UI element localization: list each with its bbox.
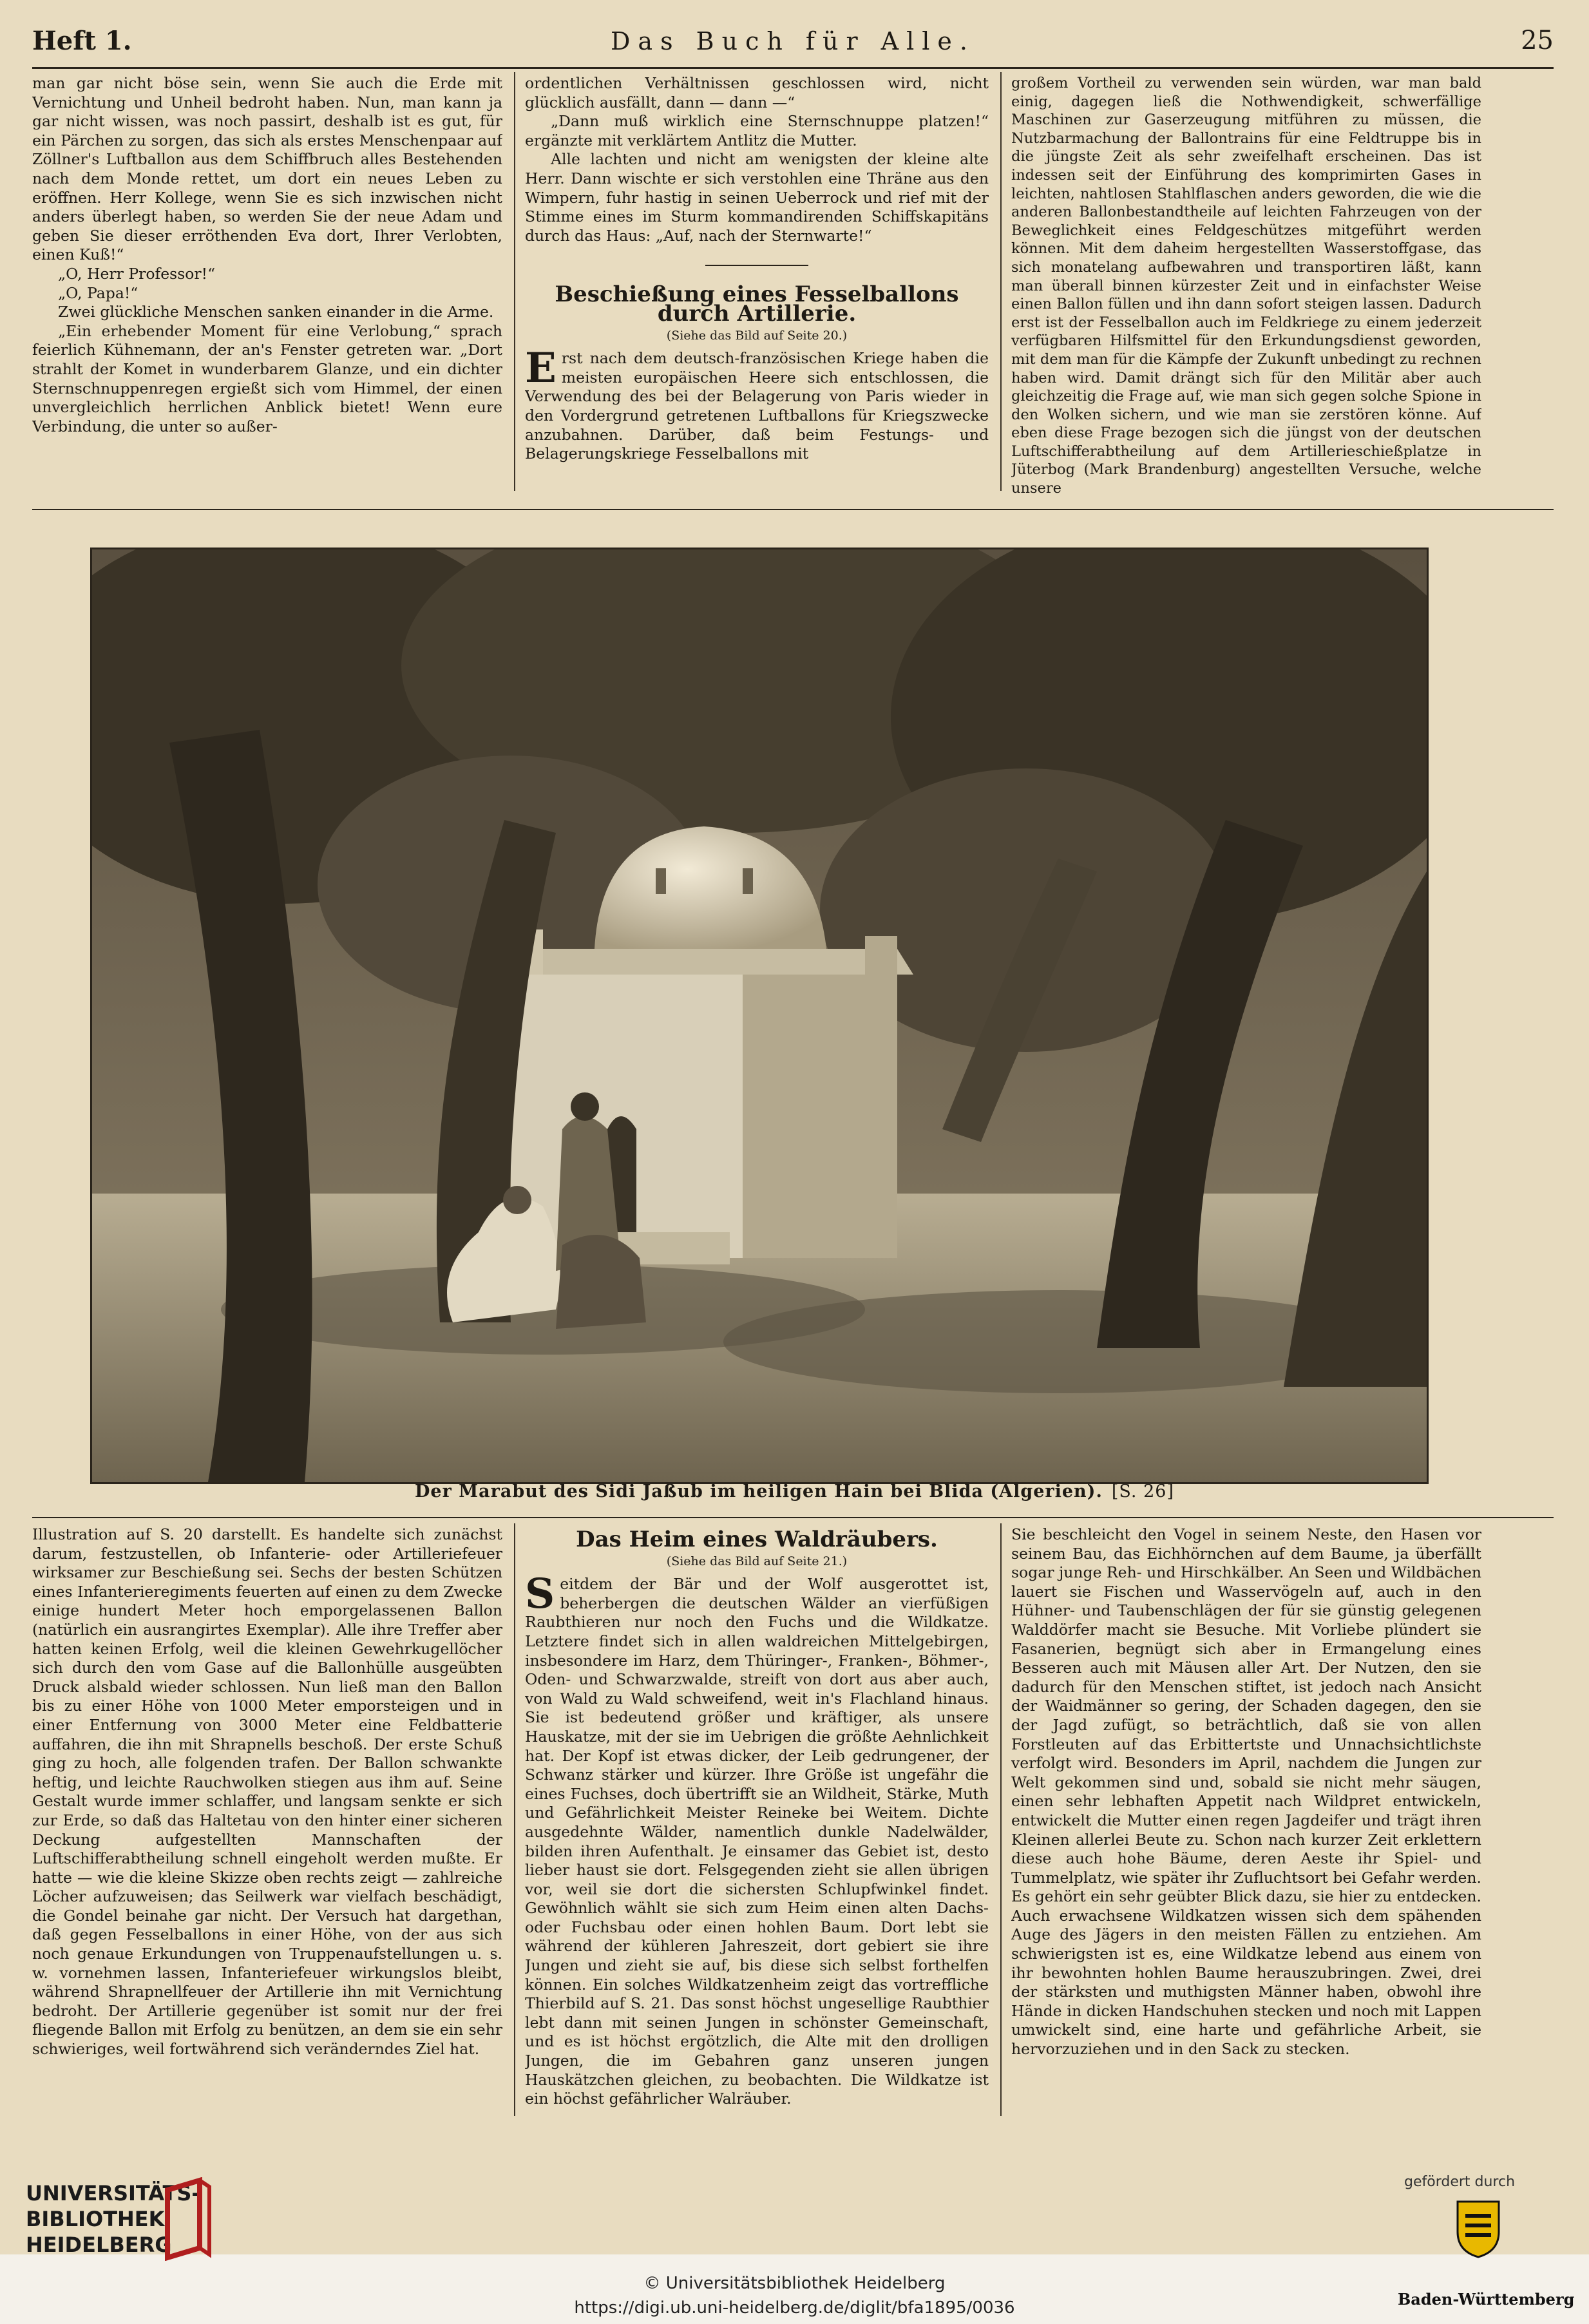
article-subheading: (Siehe das Bild auf Seite 21.) — [666, 1554, 848, 1568]
publication-title: Das Buch für Alle. — [610, 27, 976, 55]
column-divider — [514, 72, 515, 491]
copyright-notice: © Universitätsbibliothek Heidelberg — [643, 2274, 946, 2293]
section-separator — [705, 265, 808, 266]
paragraph: „O, Herr Professor!“ — [58, 264, 216, 283]
paragraph: Illustration auf S. 20 darstellt. Es handelte sich zunächst darum, festzustellen, ob Infanterie- oder Artilleriefeuer wirksamer zur Beschießung sei. Sechs der besten Schützen eines Infanterieregiments feuerten auf einen zu dem Zwecke einige hundert Meter hoch emporgelassenen Ballon (natürlich ein ausrangirtes Exemplar). Alle ihre Treffer aber hatten keinen Erfolg, weil die kleinen Gewehrkugellöcher sich durch den vom Gase auf die Ballonhülle ausgeübten Druck alsbald wieder schlossen. Nun ließ man den Ballon bis zu einer Höhe von 1000 Meter emporsteigen und in einer Entfernung von 3000 Meter eine Feldbatterie auffahren, die ihn mit Shrapnells beschoß. Der erste Schuß ging zu hoch, alle folgenden trafen. Der Ballon schwankte heftig, und leichte Rauchwolken stiegen aus ihm auf. Seine Gestalt wurde immer schlaffer, und langsam senkte er sich zur Erde, so daß das Haltetau von den hinter einer sicheren Deckung aufgestellten Mannschaften der Luftschifferabtheilung schnell eingeholt werden mußte. Er hatte — wie die kleine Skizze oben rechts zeigt — zahlreiche Löcher aufzuweisen; das Seilwerk war vielfach beschädigt, die Gondel beinahe gar nicht. Der Versuch hat dargethan, daß gegen Fesselballons in einer Höhe, von der aus sich noch genaue Erkundungen von Truppenaufstellungen u. s. w. vornehmen lassen, Infanteriefeuer wirkungslos bleibt, während Shrapnellfeuer der Artillerie ihn mit Vernichtung bedroht. Der Artillerie gegenüber ist somit nur der frei fliegende Ballon mit Erfolg zu benützen, an dem sie ein sehr schwieriges, weil fortwährend sich veränderndes Ziel hat. — [32, 1525, 502, 2059]
library-name-line: UNIVERSITÄTS- — [26, 2181, 200, 2205]
caption-page-ref: [S. 26] — [1111, 1481, 1174, 1501]
engraving-illustration — [90, 548, 1429, 1484]
issue-label: Heft 1. — [32, 26, 132, 56]
paragraph: Sie beschleicht den Vogel in seinem Neste, den Hasen vor seinem Bau, das Eichhörnchen auf dem Baume, ja überfällt sogar junge Reh- und Hirschkälber. An Seen und Wildbächen lauert sie Fischen und Wasservögeln auf, auch in den Hühner- und Taubenschlägen der für sie günstig gelegenen Walddörfer macht sie Besuche. Mit Vorliebe plündert sie Fasanerien, begnügt sich aber in Ermangelung eines Besseren auch mit Mäusen aller Art. Der Nutzen, den sie dadurch für den Menschen stiftet, ist jedoch nach Ansicht der Waidmänner so gering, der Schaden dagegen, den sie der Jagd zufügt, so beträchtlich, daß sie von allen Forstleuten auf das Erbittertste und Unnachsichtlichste verfolgt wird. Besonders im April, nachdem die Jungen zur Welt gekommen sind und, sobald sie nicht mehr säugen, einen sehr lebhaften Appetit nach Wildpret entwickeln, entwickelt die Mutter einen regen Jagdeifer und trägt ihren Kleinen allerlei Beute zu. Schon nach kurzer Zeit erklettern diese auch hohe Bäume, deren Aeste ihr Spiel- und Tummelplatz, wie später ihr Zufluchtsort bei Gefahr werden. Es gehört ein sehr geübter Blick dazu, sie hier zu entdecken. Auch erwachsene Wildkatzen wissen sich dem spähenden Auge des Jägers in den meisten Fällen zu entziehen. Am schwierigsten ist es, eine Wildkatze lebend aus einem von ihr bewohnten hohlen Baume herauszubringen. Zwei, drei der stärksten und muthigsten Männer haben, obwohl ihre Hände in dicken Handschuhen stecken und noch mit Lappen umwickelt sind, eine harte und gefährliche Arbeit, sie hervorzuziehen und in den Sack zu stecken. — [1011, 1525, 1481, 2059]
header-rule — [32, 67, 1554, 69]
column-divider — [1000, 72, 1002, 491]
drop-cap: S — [525, 1570, 555, 1619]
top-column-1 — [32, 74, 502, 499]
article-heading-wildcat: Das Heim eines Waldräubers. — [576, 1527, 938, 1552]
illustration-caption — [0, 1481, 1589, 1501]
paragraph: man gar nicht böse sein, wenn Sie auch die Erde mit Vernichtung und Unheil bedroht haben. Nun, man kann ja gar nicht wissen, was noch passirt, deshalb ist es gut, für ein Pärchen zu sorgen, das sich als erstes Menschenpaar auf Zöllner's Luftballon aus dem Schiffbruch alles Bestehenden nach dem Monde rettet, um dort ein neues Leben zu eröffnen. Herr Kollege, wenn Sie es sich inzwischen nicht anders überlegt haben, so werden Sie der neue Adam und geben Sie dieser erröthenden Eva dort, Ihrer Verlobten, einen Kuß!“ — [32, 74, 502, 264]
paragraph: „O, Papa!“ — [58, 283, 138, 302]
paragraph: „Ein erhebender Moment für eine Verlobung,“ sprach feierlich Kühnemann, der an's Fenster getreten war. „Dort strahlt der Komet in wunderbarem Glanze, und ein dichter Sternschnuppenregen ergießt sich vom Himmel, der einen unvergleichlich herrlichen Anblick bietet! Wenn eure Verbindung, die unter so außer- — [32, 321, 502, 435]
article-text: rst nach dem deutsch-französischen Kriege haben die meisten europäischen Heere sich entschlossen, die Verwendung des bei der Belagerung von Paris wieder in den Vordergrund getretenen Luftballons für Kriegszwecke anzubahnen. Darüber, daß beim Festungs- und Belagerungskriege Fesselballons mit — [525, 349, 989, 463]
bottom-column-2 — [525, 1525, 989, 2124]
baden-wuerttemberg-emblem-icon — [1452, 2196, 1504, 2258]
caption-text: Der Marabut des Sidi Jaßub im heiligen Hain bei Blida (Algerien). — [415, 1481, 1103, 1501]
paragraph: Zwei glückliche Menschen sanken einander in die Arme. — [58, 303, 494, 321]
section-rule — [32, 1517, 1554, 1518]
drop-cap: E — [525, 344, 557, 393]
top-column-2 — [525, 74, 989, 499]
library-name-line: BIBLIOTHEK — [26, 2207, 165, 2231]
page-header — [32, 26, 1554, 64]
article-paragraph — [525, 1570, 989, 2109]
section-rule — [32, 509, 1554, 510]
marabout-engraving — [92, 549, 1427, 1482]
article-heading-balloon: Beschießung eines Fesselballons durch Artillerie. — [555, 281, 959, 327]
bottom-column-3 — [1011, 1525, 1481, 2124]
permalink-url[interactable]: https://digi.ub.uni-heidelberg.de/diglit/bfa1895/0036 — [574, 2298, 1015, 2318]
article-paragraph — [525, 344, 989, 464]
article-text: eitdem der Bär und der Wolf ausgerottet ist, beherbergen die deutschen Wälder an vierfüßigen Raubthieren nur noch den Fuchs und die Wildkatze. Letztere findet sich in allen waldreichen Mittelgebirgen, insbesondere im Harz, dem Thüringer-, Franken-, Böhmer-, Oden- und Schwarzwalde, streift von dort aus aber auch, von Wald zu Wald schweifend, weit in's Flachland hinaus. Sie ist bedeutend größer und kräftiger, als unsere Hauskatze, mit der sie im Uebrigen die größte Aehnlichkeit hat. Der Kopf ist etwas dicker, der Leib gedrungener, der Schwanz stärker und kürzer. Ihre Größe ist ungefähr die eines Fuchses, doch übertrifft sie an Wildheit, Stärke, Muth und Gefährlichkeit Meister Reineke bei Weitem. Dichte ausgedehnte Wälder, namentlich dunkle Nadelwälder, bilden ihren Aufenthalt. Je einsamer das Gebiet ist, desto lieber haust sie dort. Felsgegenden zieht sie allen übrigen vor, weil sie dort die sichersten Schlupfwinkel findet. Gewöhnlich wählt sie sich zum Heim einen alten Dachs- oder Fuchsbau oder einen hohlen Baum. Dort lebt sie während der kühleren Jahreszeit, dort gebiert sie ihre Jungen und zieht sie auf, bis diese sich selbst forthelfen können. Ein solches Wildkatzenheim zeigt das vortreffliche Thierbild auf S. 21. Das sonst höchst ungesellige Raubthier lebt dann mit seinen Jungen in schönster Gemeinschaft, und es ist höchst ergötzlich, die Alte mit den drolligen Jungen, die im Gebahren ganz unseren jungen Hauskätzchen gleichen, zu beobachten. Die Wildkatze ist ein höchst gefährlicher Walräuber. — [525, 1575, 989, 2108]
column-divider — [1000, 1523, 1002, 2116]
paragraph: ordentlichen Verhältnissen geschlossen wird, nicht glücklich ausfällt, dann — dann —“ — [525, 74, 989, 111]
bottom-column-1 — [32, 1525, 502, 2124]
funder-name: Baden-Württemberg — [1398, 2290, 1575, 2309]
top-column-3 — [1011, 74, 1481, 499]
page-number: 25 — [1521, 26, 1554, 55]
library-logo-icon — [161, 2177, 213, 2261]
paragraph: Alle lachten und nicht am wenigsten der kleine alte Herr. Dann wischte er sich verstohlen eine Thräne aus den Wimpern, fuhr hastig in seinen Ueberrock und rief mit der Stimme eines im Sturm kommandirenden Schiffskapitäns durch das Haus: „Auf, nach der Sternwarte!“ — [525, 150, 989, 245]
library-name-line: HEIDELBERG — [26, 2233, 172, 2257]
paragraph: großem Vortheil zu verwenden sein würden, war man bald einig, dagegen ließ die Nothwendigkeit, schwerfällige Maschinen zur Gaserzeugung mitführen zu müssen, die Nutzbarmachung der Ballontrains für eine Feldtruppe bis in die jüngste Zeit als sehr zweifelhaft erscheinen. Das ist indessen seit der Einführung des komprimirten Gases in leichten, nahtlosen Stahlflaschen anders geworden, die wie die anderen Ballonbestandtheile auf leichten Fahrzeugen von der Beweglichkeit eines Feldgeschützes mitgeführt werden können. Mit dem daheim hergestellten Wasserstoffgase, das sich monatelang aufbewahren und transportiren läßt, kann man überall binnen kürzester Zeit und in einfachster Weise einen Ballon füllen und ihn dann sofort steigen lassen. Dadurch erst ist der Fesselballon auch im Feldkriege zu einem jederzeit verfügbaren Hilfsmittel für den Erkundungsdienst geworden, mit dem man für die Kämpfe der Zukunft unbedingt zu rechnen haben wird. Damit drängt sich für den Militär aber auch gleichzeitig die Frage auf, wie man sich gegen solche Spione in den Wolken sichern, und wie man sie zerstören könne. Auf eben diese Frage bezogen sich die jüngst von der deutschen Luftschifferabtheilung auf dem Artillerieschießplatze in Jüterbog (Mark Brandenburg) angestellten Versuche, welche unsere — [1011, 75, 1481, 497]
funded-by-label: gefördert durch — [1404, 2174, 1516, 2190]
column-divider — [514, 1523, 515, 2116]
paragraph: „Dann muß wirklich eine Sternschnuppe platzen!“ ergänzte mit verklärtem Antlitz die Mutter. — [525, 112, 989, 149]
article-subheading: (Siehe das Bild auf Seite 20.) — [666, 328, 848, 343]
